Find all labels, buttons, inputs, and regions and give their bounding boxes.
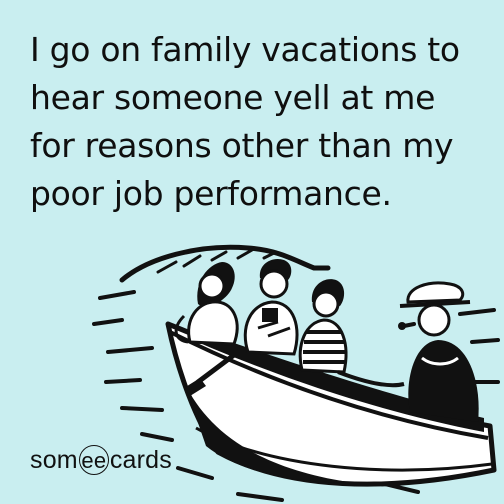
person-man-camera [245,259,297,354]
logo-prefix: som [30,445,78,474]
person-man-hat [398,283,479,422]
person-woman-striped [300,279,404,385]
logo-suffix: cards [109,445,172,474]
someecards-logo[interactable] [30,442,172,478]
logo-ee-badge: ee [79,445,109,475]
card-headline: I go on family vacations to hear someone yell at me for reasons other than my poor job performance. [30,30,460,213]
